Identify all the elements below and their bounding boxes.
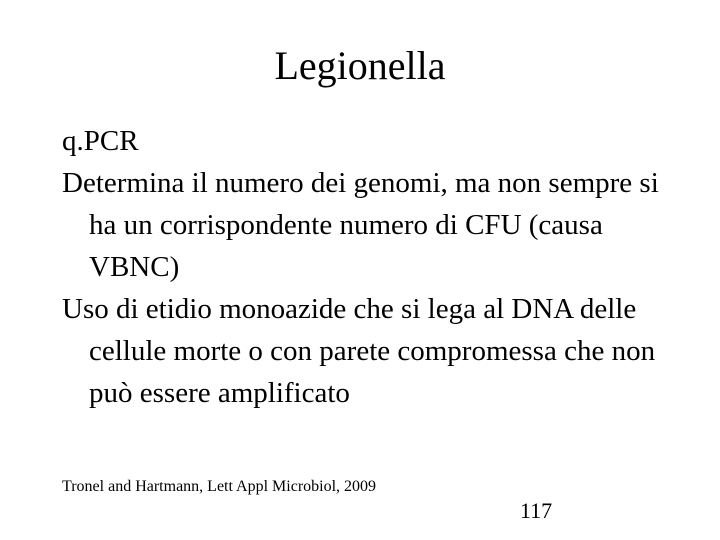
body-paragraph-genomes: Determina il numero dei genomi, ma non sempre si ha un corrispondente numero di CFU (causa VBNC) bbox=[62, 167, 659, 283]
body-paragraph-ema: Uso di etidio monoazide che si lega al DNA delle cellule morte o con parete compromessa che non può essere amplificato bbox=[62, 293, 656, 409]
slide-title: Legionella bbox=[274, 43, 446, 88]
body-paragraph-qpcr: q.PCR bbox=[62, 125, 139, 157]
page-number: 117 bbox=[520, 498, 553, 523]
citation: Tronel and Hartmann, Lett Appl Microbiol, 2009 bbox=[62, 478, 377, 495]
slide-body bbox=[62, 120, 662, 414]
